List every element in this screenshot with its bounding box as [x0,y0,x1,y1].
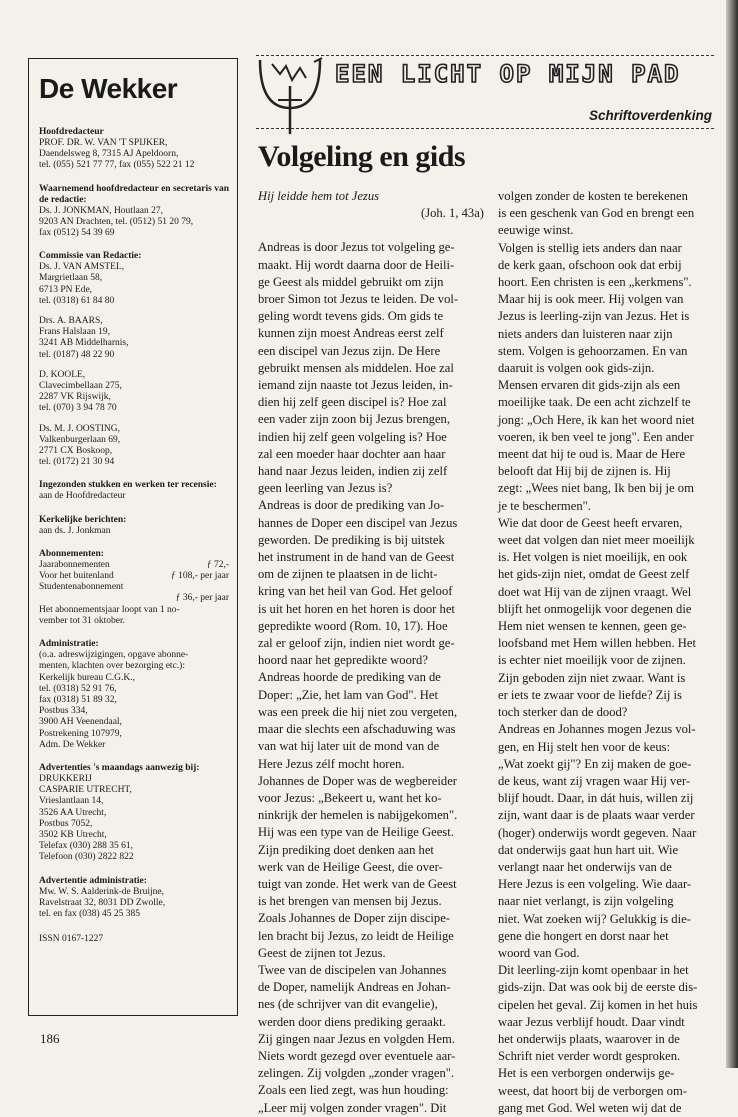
address-line: 2287 VK Rijswijk, [39,392,111,403]
text-line: zal er geloof zijn, indien niet wordt ge- [258,636,455,651]
text-line: zelingen. Zij volgden „zonder vragen". [258,1066,455,1081]
text-line: de kerk gaan, ofschoon ook dat erbij [498,257,682,272]
text-line: broer Simon tot Jezus te leiden. De vol- [258,292,459,307]
address-line: 6713 PN Ede, [39,284,93,295]
text-line: geworden. De prediking is bij uitstek [258,532,445,547]
text-line: Mensen ervaren dit gids-zijn als een [498,378,681,393]
address-line: tel. en fax (038) 45 25 385 [39,908,141,919]
price-row [39,571,229,582]
masthead-section [39,184,229,240]
abonnementen-note [39,605,229,627]
text-line: hoord naar het gepredikte woord? [258,653,428,668]
text-line: hand naar Jezus leiden, indien zij zelf [258,464,448,479]
text-line: om de zijnen te plaatsen in de licht- [258,567,438,582]
abonnementen-section [39,549,229,627]
text-line: weest, dat hoort bij de verborgen om- [498,1083,687,1098]
address-line: CASPARIE UTRECHT, [39,785,132,796]
text-line: Zijn prediking doet denken aan het [258,842,434,857]
text-line: gids-zijn. Dat was ook bij de eerste dis- [498,980,698,995]
note-line: Het abonnementsjaar loopt van 1 no- [39,604,180,615]
address-line: Frans Halslaan 19, [39,327,110,338]
address-block [39,370,229,415]
address-block [39,774,229,864]
address-line: Daendelsweg 8, 7315 AJ Apeldoorn, [39,149,179,160]
text-line: Schrift niet verder wordt gesproken. [498,1049,681,1064]
text-line: zal een moeder haar dochter aan haar [258,446,446,461]
address-line: Telefoon (030) 2822 822 [39,852,134,863]
text-line: nes (de schrijver van dit evangelie), [258,997,438,1012]
text-line: Geest de zijnen tot Jezus. [258,945,386,960]
text-line: Maar hij is ook meer. Hij volgen van [498,292,684,307]
price-label: Studentenabonnement [39,582,124,593]
address-line: menten, klachten over bezorging etc.): [39,661,185,672]
text-line: Andreas is door Jezus tot volgeling ge- [258,240,455,255]
price-value: ƒ 72,- [206,559,229,570]
text-line: Zijn geboden zijn niet zwaar. Want is [498,670,686,685]
address-block [39,650,229,751]
bottom-dashed-rule [256,128,714,129]
address-line: Clavecimbellaan 275, [39,381,122,392]
abonnementen-rows [39,560,229,594]
address-line: tel. (0318) 61 84 80 [39,295,115,306]
address-line: fax (0512) 54 39 69 [39,228,115,239]
text-line: Here Jezus is een volgeling. Wie daar- [498,877,692,892]
text-line: werden door diens prediking geraakt. [258,1014,446,1029]
scripture-quote: Hij leidde hem tot Jezus [258,189,380,203]
text-line: „Leer mij volgen zonder vragen". Dit [258,1100,447,1115]
address-line: Ds. M. J. OOSTING, [39,423,121,434]
address-line: Ravelstraat 32, 8031 DD Zwolle, [39,897,166,908]
text-line: voeren, ik ben veel te jong". Een ander [498,429,694,444]
scripture-reference: (Joh. 1, 43a) [421,206,484,221]
address-block [39,491,229,502]
text-line: gen, en Hij stelt hen voor de keus: [498,739,671,754]
masthead-sections-2 [39,639,229,920]
text-line: was een preek die hij niet zou vergeten, [258,704,458,719]
text-line: je te beschermen". [498,498,591,513]
masthead-title: De Wekker [39,73,178,104]
text-line: kunnen zijn moest Andreas eerst zelf [258,326,444,341]
text-line: dien hij zelf geen discipel is? Hoe zal [258,395,447,410]
text-line: Andreas en Johannes mogen Jezus vol- [498,722,696,737]
text-line: daaruit is volgen ook gids-zijn. [498,361,655,376]
text-line: geen leerling van Jezus is? [258,481,393,496]
article-column-1 [258,188,486,1117]
text-line: Here Jezus zélf mocht horen. [258,756,405,771]
address-line: Adm. De Wekker [39,739,106,750]
address-line: Telefax (030) 288 35 61, [39,841,134,852]
text-line: Andreas hoorde de prediking van de [258,670,441,685]
text-line: dat onderwijs gaat hun hart uit. Wie [498,842,679,857]
price-label: Jaarabonnementen [39,559,110,570]
text-line: Zoals een lied zegt, was hun houding: [258,1083,449,1098]
address-line: Margrietlaan 58, [39,273,103,284]
address-line: aan de Hoofdredacteur [39,491,126,502]
address-line: Drs. A. BAARS, [39,316,103,327]
text-line: maar die slechts een afschaduwing was [258,722,456,737]
text-line: de keus, want zij vragen waar Hij ver- [498,773,691,788]
address-block [39,316,229,361]
text-line: Hem niet wensen te kennen, geen ge- [498,619,687,634]
address-line: aan ds. J. Jonkman [39,525,111,536]
text-line: is het brengen van mensen bij Jezus. [258,894,442,909]
address-line: fax (0318) 51 89 32, [39,694,117,705]
page-number: 186 [40,1031,60,1046]
address-line: Ds. J. JONKMAN, Houtlaan 27, [39,205,164,216]
masthead-section [39,127,229,172]
section-heading: Kerkelijke berichten: [39,514,127,525]
text-line: indien hij zelf geen volgeling is? Hoe [258,429,447,444]
text-line: Niets wordt gezegd over eventuele aar- [258,1048,456,1063]
note-line: vember tot 31 oktober. [39,615,126,626]
text-line: iemand zijn naaste tot Jezus leiden, in- [258,378,453,393]
address-line: 3502 KB Utrecht, [39,829,107,840]
text-line: ninkrijk der hemelen is nabijgekomen". [258,808,458,823]
text-line: „Wat zoekt gij"? En zij maken de goe- [498,756,692,771]
section-subhead: Schriftoverdenking [588,108,712,123]
masthead-section [39,251,229,468]
text-line: Hij was een type van de Heilige Geest. [258,825,454,840]
text-line: Het is een verborgen onderwijs ge- [498,1066,675,1081]
masthead-section [39,876,229,921]
text-line: doet wat Hij van de zijnen vraagt. Wel [498,584,692,599]
text-line: Zij gingen naar Jezus en volgden Hem. [258,1031,455,1046]
text-line: zijn, want daar is de plaats waar verder [498,808,695,823]
address-line: Mw. W. S. Aalderink-de Bruijne, [39,886,164,897]
section-heading: Hoofdredacteur [39,127,104,137]
address-line: Postbus 334, [39,706,88,717]
section-heading: Abonnementen: [39,548,104,559]
section-heading: Advertenties 's maandags aanwezig bij: [39,762,200,773]
address-line: Kerkelijk bureau C.G.K., [39,672,136,683]
text-line: geling wordt tevens gids. Om gids te [258,309,444,324]
text-line: Twee van de discipelen van Johannes [258,962,447,977]
text-line: naar niet verlangt, is zijn volgeling [498,894,674,909]
masthead-sections [39,127,229,537]
issn: ISSN 0167-1227 [39,934,104,945]
address-line: DRUKKERIJ [39,773,92,784]
section-heading: Waarnemend hoofdredacteur en secretaris van de redactie: [39,183,229,205]
text-line: gang met God. Wel weten wij dat de [498,1100,682,1115]
text-line: Andreas is door de prediking van Jo- [258,498,445,513]
address-line: Vrieslantlaan 14, [39,796,104,807]
text-line: (hoger) onderwijs wordt gegeven. Naar [498,825,697,840]
text-line: woord van God. [498,945,580,960]
text-line: Wie dat door de Geest heeft ervaren, [498,515,683,530]
address-block [39,887,229,921]
address-line: 3900 AH Veenendaal, [39,717,122,728]
lamp-logo-icon [256,56,324,136]
text-line: weet dat volgen dan niet meer moeilijk [498,533,695,548]
text-line: Doper: „Zie, het lam van God". Het [258,687,438,702]
address-line: 3241 AB Middelharnis, [39,338,129,349]
masthead-section [39,515,229,537]
address-line: (o.a. adreswijzigingen, opgave abonne- [39,650,189,661]
address-line: 2771 CX Boskoop, [39,446,113,457]
text-line: hoort. Een christen is een „kerkmens". [498,275,692,290]
text-line: cipelen het geval. Zij komen in het huis [498,997,698,1012]
text-line: werk van de Heilige Geest, die over- [258,859,443,874]
price-label: Voor het buitenland [39,571,114,582]
address-line: Postbus 7052, [39,818,93,829]
text-line: de Doper, namelijk Andreas en Johan- [258,980,451,995]
address-line: D. KOOLE, [39,369,86,380]
text-line: moeilijke taak. De een acht zichzelf te [498,395,691,410]
text-line: Johannes de Doper was de wegbereider [258,773,457,788]
masthead-box [28,58,238,1016]
article-title: Volgeling en gids [258,140,466,173]
text-line: Jezus is leerling-zijn van Jezus. Het is [498,309,690,324]
text-line: zegt: „Wees niet bang, Ik ben bij je om [498,481,694,496]
price-value: ƒ 108,- per jaar [170,571,229,582]
text-line: gene die hongert en dorst naar het [498,928,669,943]
text-line: stem. Volgen is gehoorzamen. En van [498,343,688,358]
address-block [39,138,229,172]
text-line: is echter niet moeilijk voor de zijnen. [498,653,686,668]
text-line: niets anders dan luisteren naar zijn [498,326,673,341]
section-heading: Administratie: [39,639,99,650]
text-line: blijft het onmogelijk voor degenen die [498,601,692,616]
address-line: tel. (0318) 52 91 76, [39,683,117,694]
text-line: van wat hij later uit de mond van de [258,739,440,754]
text-line: meent dat hij te oud is. Maar de Here [498,447,686,462]
text-line: het gids-zijn niet, omdat de Geest zelf [498,567,690,582]
text-line: toch sterker dan de dood? [498,705,628,720]
student-price: ƒ 36,- per jaar [175,593,229,604]
address-line: Valkenburgerlaan 69, [39,434,121,445]
text-line: is. Het volgen is niet moeilijk, en ook [498,550,688,565]
address-block [39,262,229,307]
text-line: len bracht bij Jezus, zo leidt de Heilige [258,928,454,943]
text-line: eeuwige winst. [498,223,574,238]
text-line: een discipel van Jezus zijn. De Here [258,343,441,358]
section-heading: Advertentie administratie: [39,875,147,886]
text-line: het instrument in de hand van de Geest [258,550,455,565]
text-line: gebruikt mensen als middelen. Hoe zal [258,360,454,375]
address-line: tel. (0172) 21 30 94 [39,457,115,468]
text-line: Volgen is stellig iets anders dan naar [498,240,682,255]
text-line: een vader zijn zoon bij Jezus brengen, [258,412,450,427]
text-line: hannes de Doper een discipel van Jezus [258,515,458,530]
text-line: Dit leerling-zijn komt openbaar in het [498,963,689,978]
address-line: 3526 AA Utrecht, [39,807,107,818]
text-line: belooft dat Hij bij de zijnen is. Hij [498,464,671,479]
address-line: Ds. J. VAN AMSTEL, [39,262,125,273]
section-heading: Ingezonden stukken en werken ter recensie: [39,480,217,491]
address-line: PROF. DR. W. VAN 'T SPIJKER, [39,138,168,148]
address-line: tel. (0187) 48 22 90 [39,349,115,360]
masthead-section [39,763,229,864]
text-line: gepredikte woord (Rom. 10, 17). Hoe [258,618,448,633]
text-line: is een geschenk van God en brengt een [498,206,695,221]
address-block [39,526,229,537]
column-2-body [498,188,716,1117]
section-heading: Commissie van Redactie: [39,251,142,262]
text-line: tuigt van zonde. Het werk van de Geest [258,876,457,891]
text-line: jong: „Och Here, ik kan het woord niet [498,412,695,427]
text-line: verlangt naar het onderwijs van de [498,859,672,874]
text-line: is uit het horen en het horen is door het [258,601,455,616]
column-1-body [258,239,486,1116]
text-line: blijf houdt. Daar, in dát huis, willen zij [498,791,694,806]
text-line: kring van het heil van God. Het geloof [258,584,453,599]
text-line: niet. Wat zoeken wij? Gelukkig is die- [498,911,691,926]
text-line: voor Jezus: „Bekeert u, want het ko- [258,790,442,805]
text-line: Zoals Johannes de Doper zijn discipe- [258,911,450,926]
masthead-section [39,480,229,502]
page-edge-shadow [726,0,738,1068]
text-line: ge Geest als middel gebruikt om zijn [258,274,444,289]
text-line: er iets te zwaar voor de liefde? Zij is [498,687,682,702]
address-block [39,424,229,469]
address-line: tel. (055) 521 77 77, fax (055) 522 21 12 [39,160,195,171]
article-column-2 [498,188,716,1117]
text-line: volgen zonder de kosten te berekenen [498,189,688,203]
masthead-section [39,639,229,751]
text-line: het onderwijs plaats, waarover in de [498,1031,680,1046]
top-dashed-rule [256,55,714,56]
text-line: maakt. Hij wordt daarna door de Heili- [258,257,455,272]
section-banner: EEN LICHT OP MIJN PAD [335,60,681,88]
address-block [39,206,229,240]
price-row [39,582,229,593]
address-line: tel. (070) 3 94 78 70 [39,403,117,414]
address-line: 9203 AN Drachten, tel. (0512) 51 20 79, [39,216,194,227]
price-row [39,560,229,571]
address-line: Postrekening 107979, [39,728,122,739]
text-line: waar Jezus verblijf houdt. Daar vindt [498,1014,685,1029]
text-line: loofsband met Hem willen hebben. Het [498,636,696,651]
